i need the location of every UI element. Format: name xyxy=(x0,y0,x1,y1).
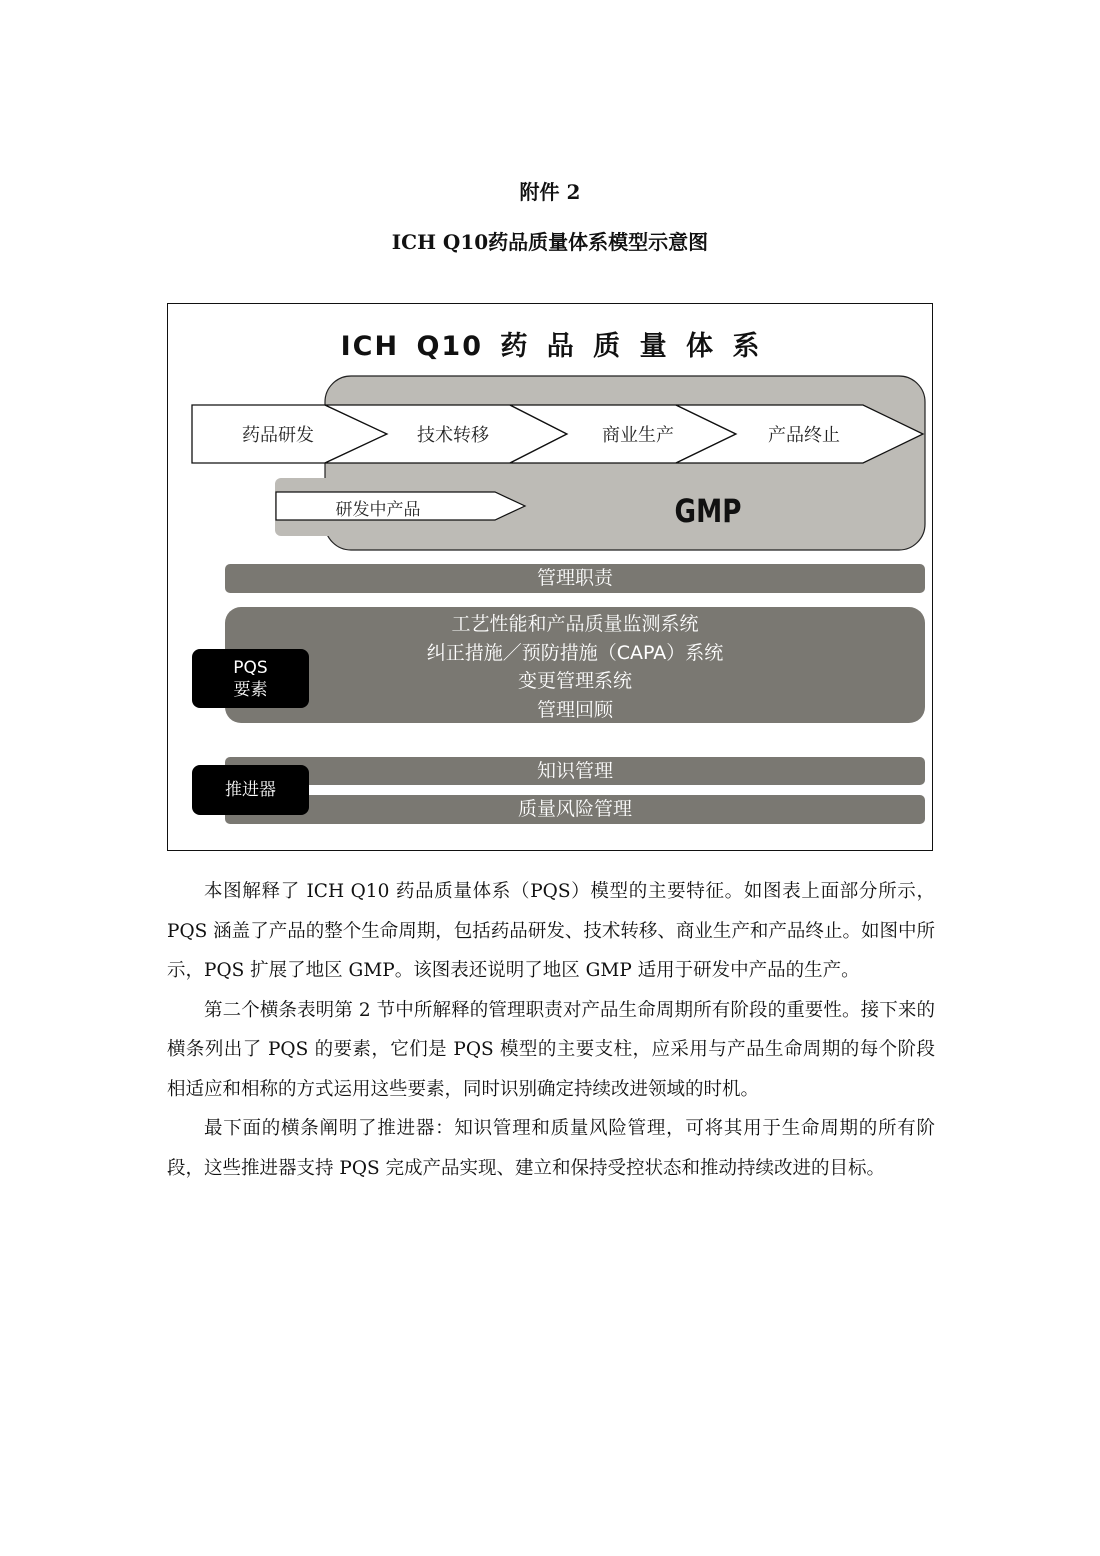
pqs-element-capa: 纠正措施／预防措施（CAPA）系统 xyxy=(426,641,724,664)
diagram-title: ICH Q10 药 品 质 量 体 系 xyxy=(340,331,762,362)
pqs-elements-box xyxy=(192,649,309,708)
pqs-box-line2: 要素 xyxy=(233,679,268,700)
knowledge-management-bar: 知识管理 xyxy=(225,757,925,785)
management-responsibility-bar: 管理职责 xyxy=(225,564,925,593)
stage-label-discontinuation: 产品终止 xyxy=(768,425,840,446)
pqs-element-management-review: 管理回顾 xyxy=(536,698,613,721)
gmp-label: GMP xyxy=(674,492,742,530)
pqs-element-monitoring: 工艺性能和产品质量监测系统 xyxy=(451,613,699,635)
enablers-box-label: 推进器 xyxy=(225,780,276,800)
document-title: ICH Q10药品质量体系模型示意图 xyxy=(391,230,709,254)
quality-risk-management-bar: 质量风险管理 xyxy=(225,795,925,824)
paragraph-2: 第二个横条表明第 2 节中所解释的管理职责对产品生命周期所有阶段的重要性。接下来的横条列出了 PQS 的要素，它们是 PQS 模型的主要支柱，应采用与产品生命周期的每个阶段相适应和相称的方式运用这些要素，同时识别确定持续改进领域的时机。 xyxy=(167,999,935,1100)
pqs-elements-bar xyxy=(225,607,925,723)
explanation-text xyxy=(167,872,935,1188)
investigational-label: 研发中产品 xyxy=(335,500,421,520)
pqs-model-diagram xyxy=(167,303,933,851)
stage-label-manufacturing: 商业生产 xyxy=(602,425,674,446)
enablers-box xyxy=(192,765,309,815)
stage-label-development: 药品研发 xyxy=(242,425,314,446)
paragraph-1: 本图解释了 ICH Q10 药品质量体系（PQS）模型的主要特征。如图表上面部分所示，PQS 涵盖了产品的整个生命周期，包括药品研发、技术转移、商业生产和产品终止。如图中所示，PQS 扩展了地区 GMP。该图表还说明了地区 GMP 适用于研发中产品的生产。 xyxy=(167,881,935,981)
attachment-label: 附件 2 xyxy=(519,180,581,204)
paragraph-3: 最下面的横条阐明了推进器：知识管理和质量风险管理，可将其用于生命周期的所有阶段，这些推进器支持 PQS 完成产品实现、建立和保持受控状态和推动持续改进的目标。 xyxy=(167,1118,935,1179)
stage-label-transfer: 技术转移 xyxy=(417,425,489,446)
pqs-box-line1: PQS xyxy=(233,657,268,678)
pqs-element-change-management: 变更管理系统 xyxy=(517,670,632,692)
